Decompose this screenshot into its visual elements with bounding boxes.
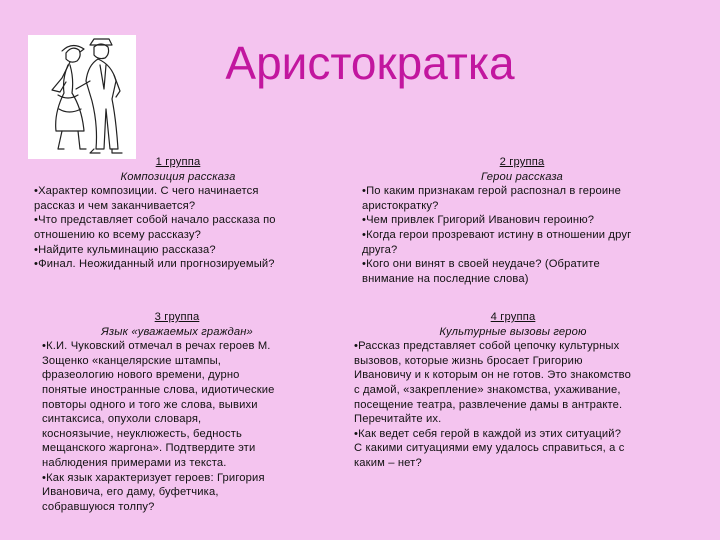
group-heading: 3 группа — [154, 311, 200, 323]
list-item: •Найдите кульминацию рассказа? — [34, 243, 216, 256]
couple-sketch-illustration — [28, 35, 136, 159]
group-3-block — [42, 310, 312, 514]
list-item: •Чем привлек Григорий Иванович героиню? — [362, 214, 595, 227]
group-2-block — [362, 155, 682, 286]
group-heading: 4 группа — [490, 311, 536, 323]
group-heading: 1 группа — [155, 156, 201, 168]
list-item: •Как язык характеризует героев: Григория Ивановича, его даму, буфетчика, собравшуюся толпу? — [42, 471, 265, 513]
list-item: •Характер композиции. С чего начинается рассказ и чем заканчивается? — [34, 185, 259, 212]
list-item: •Рассказ представляет собой цепочку культурных вызовов, которые жизнь бросает Григорию Ивановичу и к которым он не готов. Это знакомство с дамой, «закрепление» знакомства, ухаживание, посещение театра, развлечение дамы в антракте. Перечитайте их. — [354, 340, 631, 426]
group-subtitle: Культурные вызовы герою — [439, 325, 587, 338]
group-subtitle: Композиция рассказа — [120, 170, 236, 183]
group-subtitle: Герои рассказа — [481, 170, 563, 183]
list-item: •Финал. Неожиданный или прогнозируемый? — [34, 258, 275, 271]
list-item: •Что представляет собой начало рассказа по отношению ко всему рассказу? — [34, 214, 276, 241]
group-1-block — [34, 155, 322, 272]
list-item: •Кого они винят в своей неудаче? (Обратите внимание на последние слова) — [362, 258, 600, 285]
group-heading: 2 группа — [499, 156, 545, 168]
couple-sketch-icon — [28, 35, 136, 159]
list-item: •К.И. Чуковский отмечал в речах героев М. Зощенко «канцелярские штампы, фразеологию нового времени, дурно понятые иностранные слова, идиотические повторы одного и того же слова, вывихи синтаксиса, опухоли словаря, косноязычие, неуклюжесть, бедность мещанского жаргона». Подтвердите эти наблюдения примерами из текста. — [42, 340, 275, 469]
list-item: •Как ведет себя герой в каждой из этих ситуаций? С какими ситуациями ему удалось справиться, а с каким – нет? — [354, 427, 625, 469]
group-4-block — [354, 310, 672, 471]
group-subtitle: Язык «уважаемых граждан» — [101, 325, 253, 338]
list-item: •По каким признакам герой распознал в героине аристократку? — [362, 185, 621, 212]
list-item: •Когда герои прозревают истину в отношении друг друга? — [362, 228, 632, 256]
page-title: Аристократка — [225, 37, 515, 89]
